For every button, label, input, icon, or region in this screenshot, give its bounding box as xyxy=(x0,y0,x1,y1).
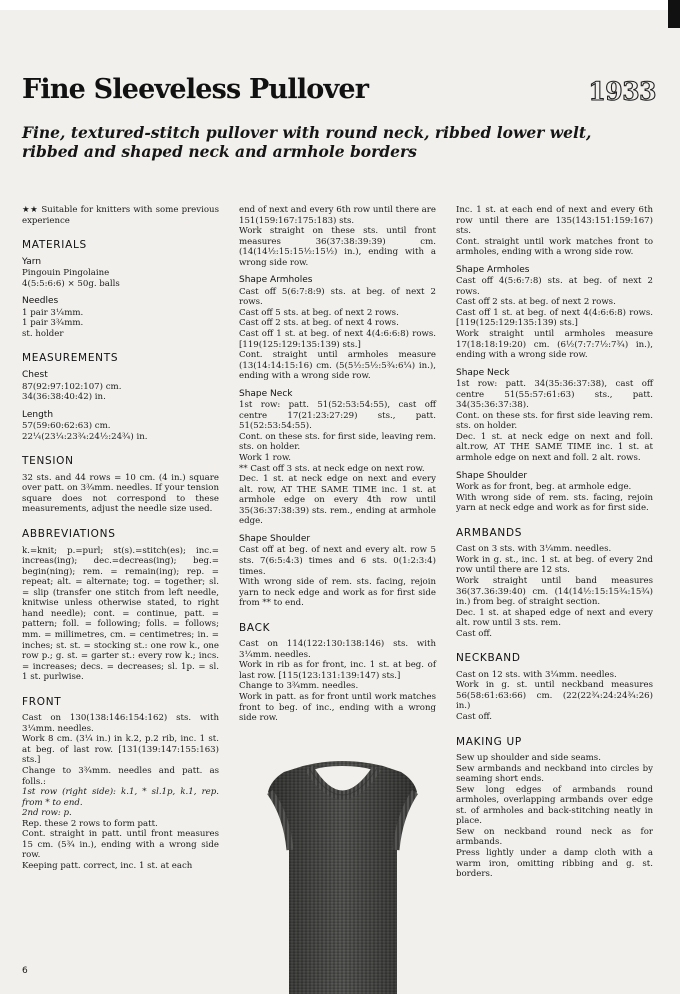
column-left xyxy=(22,205,219,871)
back-neck-para: Cont. on these sts. for first side leaving rem. sts. on holder. xyxy=(456,410,653,432)
yarn-line: 4(5:5:6:6) × 50g. balls xyxy=(22,278,120,289)
chest-line: 87(92:97:102:107) cm. xyxy=(22,381,122,392)
armbands-para: Cast on 3 sts. with 3¼mm. needles. xyxy=(456,544,612,555)
back-shoulder-para: With wrong side of rem. sts. facing, rejoin yarn at neck edge and work as for first side. xyxy=(456,492,653,514)
armbands-para: Work in g. st., inc. 1 st. at beg. of every 2nd row until there are 12 sts. xyxy=(456,554,653,576)
length-label: Length xyxy=(22,409,54,420)
neck-para: 1st row: patt. 51(52:53:54:55), cast off centre 17(21:23:27:29) sts., patt. 51(52:53:54:55). xyxy=(239,400,436,432)
armbands-para: Dec. 1 st. at shaped edge of next and every alt. row until 3 sts. rem. xyxy=(456,607,653,629)
front-shape-armholes-label: Shape Armholes xyxy=(239,275,313,286)
abbreviations-heading: ABBREVIATIONS xyxy=(22,528,116,541)
neck-para: Dec. 1 st. at neck edge on next and every alt. row, AT THE SAME TIME inc. 1 st. at armhole edge on every 4th row until 35(36:37:38:39) sts. rem., ending at armhole edge. xyxy=(239,474,436,527)
armholes-para: Cast off 2 sts. at beg. of next 4 rows. xyxy=(239,318,399,329)
front-cont-para: end of next and every 6th row until there are 151(159:167:175:183) sts. xyxy=(239,205,436,226)
back-para: Change to 3¾mm. needles. xyxy=(239,681,359,692)
neckband-para: Work in g. st. until neckband measures 56(58:61:63:66) cm. (22(22¾:24:24¾:26) in.) xyxy=(456,680,653,712)
length-line: 22¼(23¼:23¾:24½:24¾) in. xyxy=(22,431,148,442)
making-up-para: Press lightly under a damp cloth with a warm iron, omitting ribbing and g. st. borders. xyxy=(456,847,653,880)
length-line: 57(59:60:62:63) cm. xyxy=(22,421,111,432)
front-para: Keeping patt. correct, inc. 1 st. at each xyxy=(22,860,193,871)
needles-label: Needles xyxy=(22,296,59,307)
chest-line: 34(36:38:40:42) in. xyxy=(22,392,106,403)
back-neck-para: Dec. 1 st. at neck edge on next and foll. alt.row, AT THE SAME TIME inc. 1 st. at armhole edge on next and foll. 2 alt. rows. xyxy=(456,431,653,464)
back-shape-armholes-label: Shape Armholes xyxy=(456,264,530,275)
back-neck-para: 1st row: patt. 34(35:36:37:38), cast off centre 51(55:57:61:63) sts., patt. 34(35:36:37:38). xyxy=(456,379,653,411)
armholes-para: Cont. straight until armholes measure (13(14:14:15:16) cm. (5(5½:5½:5¾:6¼) in.), ending with a wrong side row. xyxy=(239,350,436,382)
back-armholes-para: Work straight until armholes measure 17(18:18:19:20) cm. (6½(7:7:7½:7¾) in.), ending with a wrong side row. xyxy=(456,329,653,361)
back-para: Work in patt. as for front until work matches front to beg. of inc., ending with a wrong side row. xyxy=(239,691,436,724)
back-armholes-para: Cast off 1 st. at beg. of next 4(4:6:6:8) rows. [119(125:129:135:139) sts.] xyxy=(456,307,653,329)
front-heading: FRONT xyxy=(22,695,62,708)
page-top-edge xyxy=(0,0,680,10)
measurements-heading: MEASUREMENTS xyxy=(22,352,119,365)
shoulder-para: With wrong side of rem. sts. facing, rejoin yarn to neck edge and work as for first side from ** to end. xyxy=(239,577,436,609)
making-up-para: Sew on neckband round neck as for armbands. xyxy=(456,826,653,848)
back-shape-shoulder-label: Shape Shoulder xyxy=(456,470,528,481)
front-cont-para: Work straight on these sts. until front measures 36(37:38:39:39) cm. (14(14½:15:15½:15½) in.), ending with a wrong side row. xyxy=(239,226,436,268)
page-number: 6 xyxy=(22,966,28,976)
neck-para: ** Cast off 3 sts. at neck edge on next row. xyxy=(239,463,425,474)
neck-para: Work 1 row. xyxy=(239,453,292,464)
column-middle xyxy=(239,205,436,724)
yarn-line: Pingouin Pingolaine xyxy=(22,268,110,279)
back-shape-neck-label: Shape Neck xyxy=(456,367,510,378)
front-para: Change to 3¾mm. needles and patt. as folls.: xyxy=(22,765,219,787)
materials-heading: MATERIALS xyxy=(22,239,87,252)
armholes-para: Cast off 5 sts. at beg. of next 2 rows. xyxy=(239,307,399,318)
back-heading: BACK xyxy=(239,621,271,634)
neckband-para: Cast off. xyxy=(456,711,492,722)
tension-text: 32 sts. and 44 rows = 10 cm. (4 in.) square over patt. on 3¾mm. needles. If your tension square does not correspond to these measurements, adjust the needle size used. xyxy=(22,472,219,515)
back-cont-para: Inc. 1 st. at each end of next and every 6th row until there are 135(143:151:159:167) sts. xyxy=(456,205,653,237)
back-para: Work in rib as for front, inc. 1 st. at beg. of last row. [115(123:131:139:147) sts.] xyxy=(239,660,436,681)
column-right xyxy=(456,205,653,880)
front-para: Cont. straight in patt. until front measures 15 cm. (5¾ in.), ending with a wrong side row. xyxy=(22,829,219,861)
tension-heading: TENSION xyxy=(22,455,74,468)
neckband-heading: NECKBAND xyxy=(456,652,521,665)
front-para: 1st row (right side): k.1, * sl.1p, k.1, rep. from * to end. xyxy=(22,787,219,808)
needles-line: 1 pair 3¾mm. xyxy=(22,318,84,329)
making-up-para: Sew long edges of armbands round armholes, overlapping armbands over edge st. of armholes and back-stitching neatly in place. xyxy=(456,784,653,827)
pattern-number: 1933 xyxy=(588,77,656,106)
armholes-para: Cast off 5(6:7:8:9) sts. at beg. of next 2 rows. xyxy=(239,286,436,308)
front-para: Rep. these 2 rows to form patt. xyxy=(22,818,158,829)
front-para: Cast on 130(138:146:154:162) sts. with 3¼mm. needles. xyxy=(22,713,219,734)
shoulder-para: Cast off at beg. of next and every alt. row 5 sts. 7(6:5:4:3) times and 6 sts. 0(1:2:3:4) times. xyxy=(239,545,436,577)
needles-line: 1 pair 3¼mm. xyxy=(22,307,84,318)
making-up-heading: MAKING UP xyxy=(456,735,522,748)
needles-line: st. holder xyxy=(22,328,64,339)
armbands-para: Work straight until band measures 36(37.36:39:40) cm. (14(14½:15:15¾:15¾) in.) from beg. of straight section. xyxy=(456,575,653,608)
skill-level: ★★ Suitable for knitters with some previous experience xyxy=(22,205,219,226)
front-shape-shoulder-label: Shape Shoulder xyxy=(239,533,311,544)
front-para: Work 8 cm. (3¼ in.) in k.2, p.2 rib, inc. 1 st. at beg. of last row. [131(139:147:155:163) sts.] xyxy=(22,734,219,766)
back-cont-para: Cont. straight until work matches front to armholes, ending with a wrong side row. xyxy=(456,236,653,258)
back-armholes-para: Cast off 4(5:6:7:8) sts. at beg. of next 2 rows. xyxy=(456,276,653,297)
pullover-body xyxy=(268,761,417,994)
abbreviations-text: k.=knit; p.=purl; st(s).=stitch(es); inc.= increas(ing); dec.=decreas(ing); beg.= begin(ning); rem. = remain(ing); rep. = repeat; alt. = alternate; tog. = together; sl. = slip (transfer one stitch from left needle, knitwise unless otherwise stated, to right hand needle); cont. = continue, patt. = pattern; foll. = following; folls. = follows; mm. = millimetres, cm. = centimetres; in. = inches; st. st. = stocking st.: one row k., one row p.; g. st. = garter st.: every row k.; incs. = increases; decs. = decreases; sl. 1p. = sl. 1 st. purlwise. xyxy=(22,545,219,683)
page-title: Fine Sleeveless Pullover xyxy=(22,74,369,105)
armbands-para: Cast off. xyxy=(456,628,492,639)
page-subtitle: Fine, textured-stitch pullover with round neck, ribbed lower welt, ribbed and shaped neck and armhole borders xyxy=(22,123,592,161)
armbands-heading: ARMBANDS xyxy=(456,526,523,539)
neckband-para: Cast on 12 sts. with 3¼mm. needles. xyxy=(456,669,617,680)
corner-mark xyxy=(668,0,680,28)
front-shape-neck-label: Shape Neck xyxy=(239,388,293,399)
front-para: 2nd row: p. xyxy=(22,808,72,819)
pullover-photo xyxy=(251,758,434,994)
back-armholes-para: Cast off 2 sts. at beg. of next 2 rows. xyxy=(456,297,616,308)
neck-para: Cont. on these sts. for first side, leaving rem. sts. on holder. xyxy=(239,431,436,453)
armholes-para: Cast off 1 st. at beg. of next 4(4:6:6:8) rows. [119(125:129:135:139) sts.] xyxy=(239,329,436,350)
back-para: Cast on 114(122:130:138:146) sts. with 3¼mm. needles. xyxy=(239,639,436,660)
chest-label: Chest xyxy=(22,370,48,381)
back-shoulder-para: Work as for front, beg. at armhole edge. xyxy=(456,482,632,493)
making-up-para: Sew armbands and neckband into circles by seaming short ends. xyxy=(456,763,653,785)
making-up-para: Sew up shoulder and side seams. xyxy=(456,753,601,764)
yarn-label: Yarn xyxy=(22,256,42,267)
